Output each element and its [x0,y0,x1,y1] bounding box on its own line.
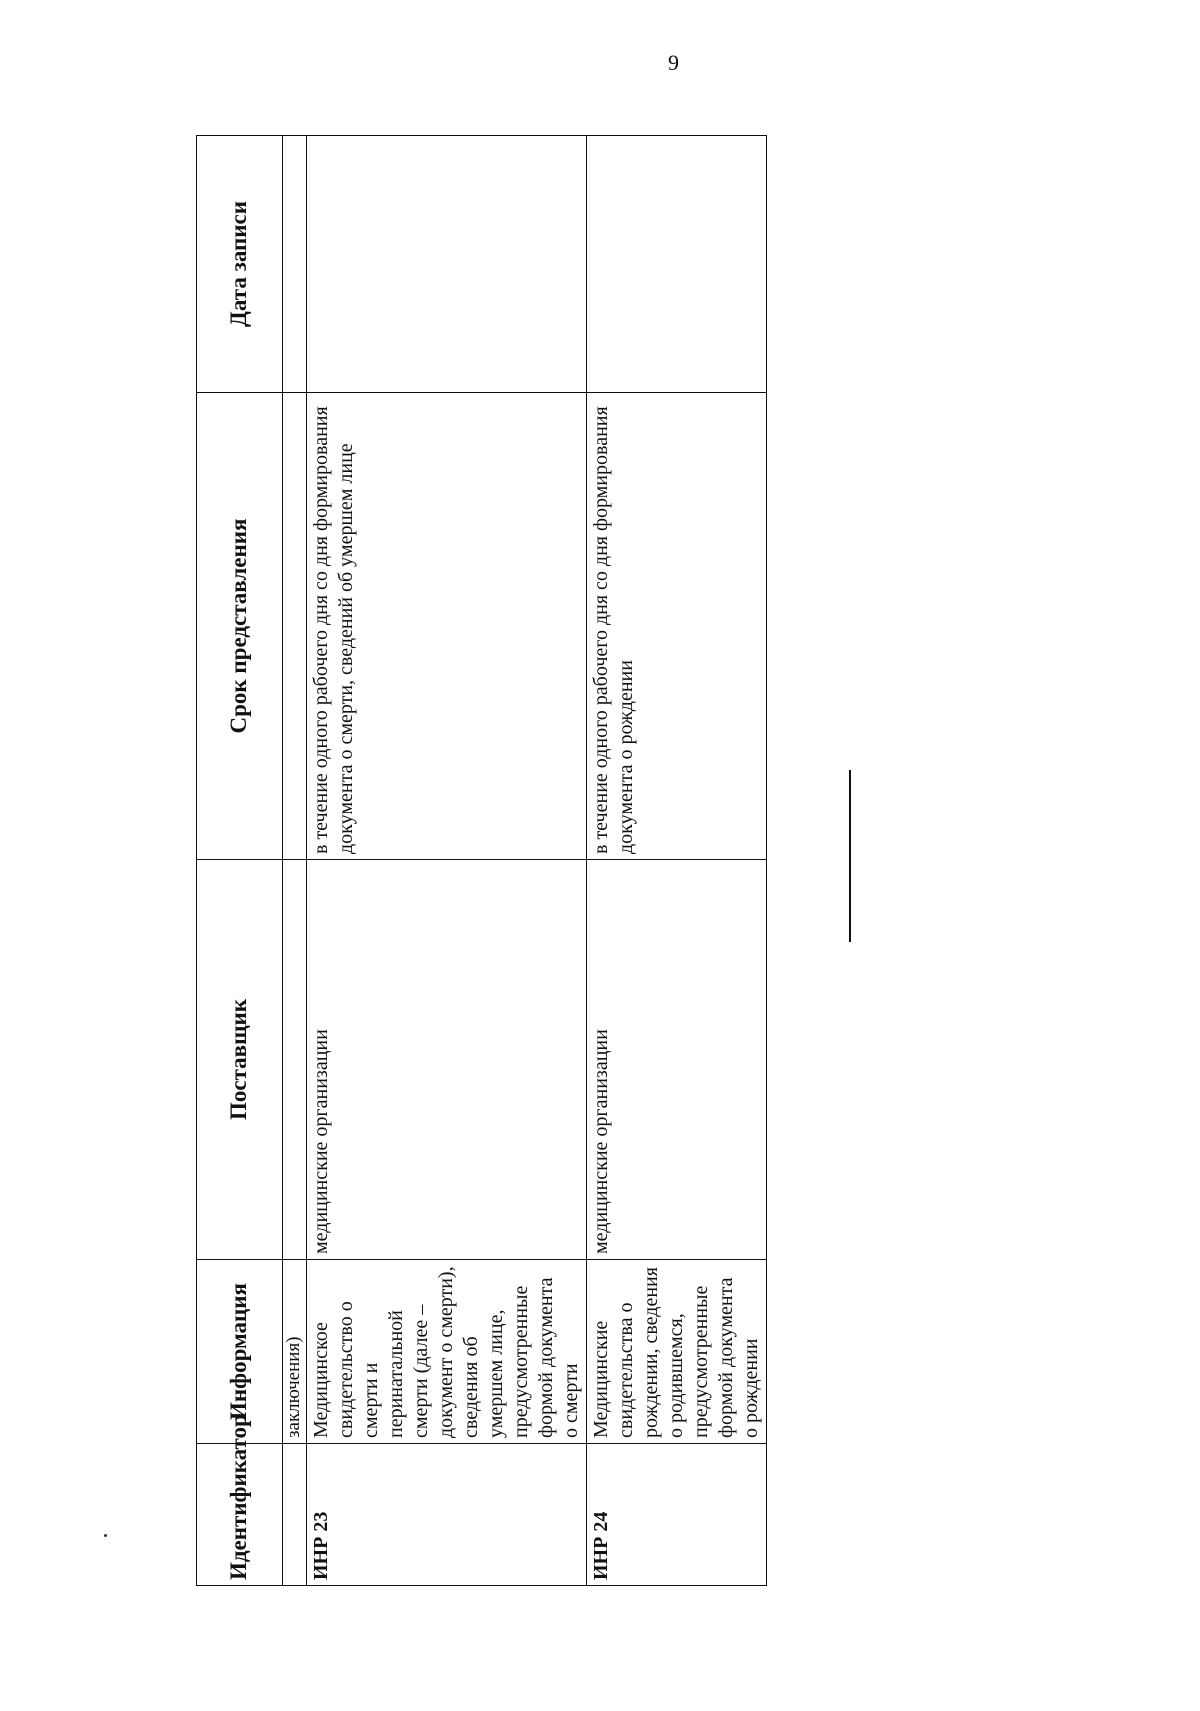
header-date: Дата записи [197,136,283,393]
continuation-provider-cell [283,860,307,1260]
end-separator-line [849,770,851,942]
page-number: 9 [668,50,679,75]
row-provider: медицинские организации [307,860,587,1260]
continuation-row [283,136,307,1586]
table-header-row [197,136,283,1586]
table-row [587,136,767,1586]
row-identifier: ИНР 23 [307,1444,587,1586]
row-information: Медицинские свидетельства о рождении, сведения о родившемся, предусмотренные формой документа о рождении [587,1260,767,1444]
row-information: Медицинское свидетельство о смерти и перинатальной смерти (далее – документ о смерти), сведения об умершем лице, предусмотренные формой документа о смерти [307,1260,587,1444]
header-identifier: Идентификатор [197,1444,283,1586]
header-information: Информация [197,1260,283,1444]
header-provider: Поставщик [197,860,283,1260]
row-identifier: ИНР 24 [587,1444,767,1586]
continuation-date-cell [283,136,307,393]
table-row [307,136,587,1586]
registry-table [196,135,767,1586]
row-date [587,136,767,393]
row-provider: медицинские организации [587,860,767,1260]
row-date [307,136,587,393]
continuation-information-cell: заключения) [283,1260,307,1444]
continuation-term-cell [283,393,307,860]
stray-dot [104,1534,107,1537]
row-term: в течение одного рабочего дня со дня формирования документа о смерти, сведений об умершем лице [307,393,587,860]
row-term: в течение одного рабочего дня со дня формирования документа о рождении [587,393,767,860]
header-term: Срок представления [197,393,283,860]
continuation-identifier-cell [283,1444,307,1586]
rotated-table-container [196,136,762,1586]
